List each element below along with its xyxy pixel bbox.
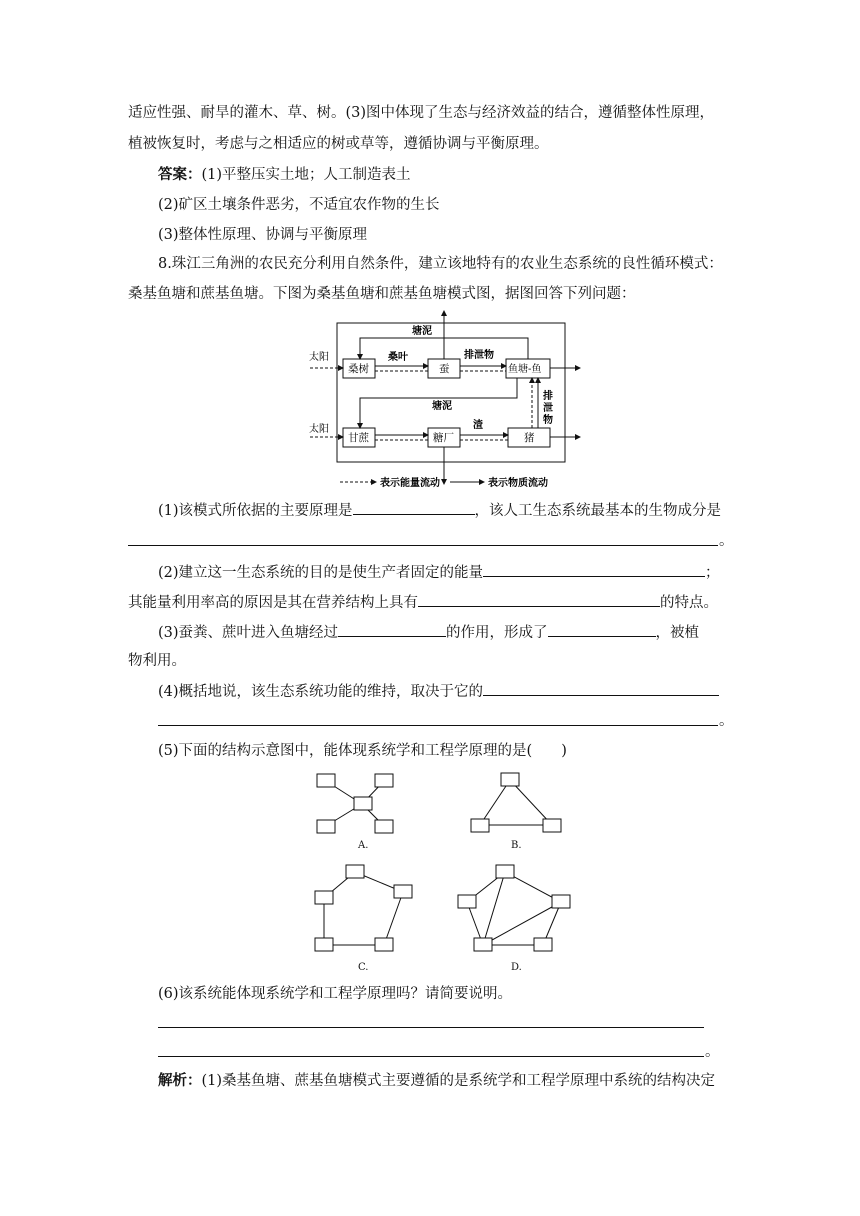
excrement-label-top: 排泄物 bbox=[464, 350, 494, 361]
pig-label: 猪 bbox=[524, 432, 535, 444]
ecosystem-diagram bbox=[300, 308, 600, 490]
option-a-diagram bbox=[317, 774, 393, 833]
sun-label-top: 太阳 bbox=[309, 352, 329, 363]
answer-blank-p2-energy[interactable] bbox=[483, 562, 705, 577]
answer-line-1 bbox=[158, 165, 411, 185]
option-d-diagram bbox=[458, 865, 570, 951]
sugar-factory-label: 糖厂 bbox=[433, 432, 454, 444]
option-c-diagram bbox=[315, 865, 412, 951]
q8-p6-end: 。 bbox=[705, 1044, 720, 1060]
q8-p3-text-d: 物利用。 bbox=[128, 653, 186, 669]
excrement-side-2: 泄 bbox=[543, 403, 553, 414]
sugarcane-label: 甘蔗 bbox=[348, 432, 369, 444]
answer-2: (2)矿区土壤条件恶劣，不适宜农作物的生长 bbox=[158, 197, 440, 213]
q8-part-4-line-1 bbox=[158, 681, 719, 702]
q8-p3-text-b: 的作用，形成了 bbox=[446, 625, 548, 641]
pond-label: 鱼塘-鱼 bbox=[508, 364, 542, 375]
q8-p1-end: 。 bbox=[719, 533, 734, 549]
q8-part-5: (5)下面的结构示意图中，能体现系统学和工程学原理的是( ) bbox=[158, 743, 567, 759]
q8-part-2-line-1 bbox=[158, 562, 720, 583]
mulberry-label: 桑树 bbox=[348, 363, 369, 375]
answer-1: (1)平整压实土地；人工制造表土 bbox=[201, 167, 411, 183]
q8-p1-text-a: (1)该模式所依据的主要原理是 bbox=[158, 503, 353, 519]
q8-p2-text-c: 其能量利用率高的原因是其在营养结构上具有 bbox=[128, 595, 418, 611]
q8-p2-text-d: 的特点。 bbox=[660, 595, 718, 611]
legend-matter-text: 表示物质流动 bbox=[488, 478, 548, 489]
q8-part-1-line-1 bbox=[158, 500, 721, 521]
q8-p3-text-a: (3)蚕粪、蔗叶进入鱼塘经过 bbox=[158, 625, 339, 641]
q8-stem-line-1: 8.珠江三角洲的农民充分利用自然条件，建立该地特有的农业生态系统的良性循环模式： bbox=[158, 256, 723, 272]
legend-energy-text: 表示能量流动 bbox=[380, 478, 440, 489]
analysis-label: 解析： bbox=[158, 1072, 202, 1089]
excrement-side-3: 物 bbox=[543, 415, 553, 426]
sun-label-bottom: 太阳 bbox=[309, 424, 329, 435]
q8-part-6: (6)该系统能体现系统学和工程学原理吗？请简要说明。 bbox=[158, 986, 513, 1002]
mud-label-top: 塘泥 bbox=[412, 326, 432, 337]
answer-blank-p4-b[interactable] bbox=[158, 725, 718, 726]
silkworm-label: 蚕 bbox=[439, 363, 450, 375]
answer-blank-p6-line-2[interactable] bbox=[158, 1056, 704, 1057]
q8-p2-text-a: (2)建立这一生态系统的目的是使生产者固定的能量 bbox=[158, 565, 484, 581]
explanation-line-1: 适应性强、耐旱的灌木、草、树。(3)图中体现了生态与经济效益的结合，遵循整体性原理， bbox=[128, 105, 715, 121]
answer-blank-p3-action[interactable] bbox=[338, 622, 446, 637]
explanation-line-2: 植被恢复时，考虑与之相适应的树或草等，遵循协调与平衡原理。 bbox=[128, 136, 549, 152]
q8-p3-text-c: ，被植 bbox=[655, 625, 700, 641]
answer-3: (3)整体性原理、协调与平衡原理 bbox=[158, 227, 368, 243]
option-c-label[interactable]: C. bbox=[358, 962, 369, 973]
answer-label: 答案： bbox=[158, 166, 202, 183]
answer-blank-p1-component[interactable] bbox=[128, 545, 718, 546]
analysis-text: (1)桑基鱼塘、蔗基鱼塘模式主要遵循的是系统学和工程学原理中系统的结构决定 bbox=[201, 1073, 716, 1089]
q8-part-2-line-2 bbox=[128, 592, 718, 613]
answer-blank-p2-structure[interactable] bbox=[418, 592, 660, 607]
option-b-diagram bbox=[471, 773, 561, 832]
option-d-label[interactable]: D. bbox=[511, 962, 522, 973]
option-diagrams bbox=[300, 768, 590, 978]
q8-stem-line-2: 桑基鱼塘和蔗基鱼塘。下图为桑基鱼塘和蔗基鱼塘模式图，据图回答下列问题： bbox=[128, 286, 636, 302]
q8-p1-text-b: ，该人工生态系统最基本的生物成分是 bbox=[474, 503, 722, 519]
analysis-line bbox=[158, 1071, 715, 1091]
q8-part-3-line-1 bbox=[158, 622, 699, 643]
option-b-label[interactable]: B. bbox=[511, 840, 522, 851]
option-a-label[interactable]: A. bbox=[358, 840, 369, 851]
answer-blank-p6-line-1[interactable] bbox=[158, 1027, 704, 1028]
q8-p2-text-b: ； bbox=[705, 565, 720, 581]
q8-p4-end: 。 bbox=[719, 713, 734, 729]
excrement-side-1: 排 bbox=[543, 391, 553, 402]
answer-blank-p4-a[interactable] bbox=[483, 681, 719, 696]
answer-blank-p1-principle[interactable] bbox=[353, 500, 475, 515]
mud-label-mid: 塘泥 bbox=[432, 401, 452, 412]
leaf-label: 桑叶 bbox=[388, 352, 408, 363]
residue-label: 渣 bbox=[473, 420, 483, 431]
answer-blank-p3-product[interactable] bbox=[548, 622, 656, 637]
q8-p4-text-a: (4)概括地说，该生态系统功能的维持，取决于它的 bbox=[158, 684, 484, 700]
